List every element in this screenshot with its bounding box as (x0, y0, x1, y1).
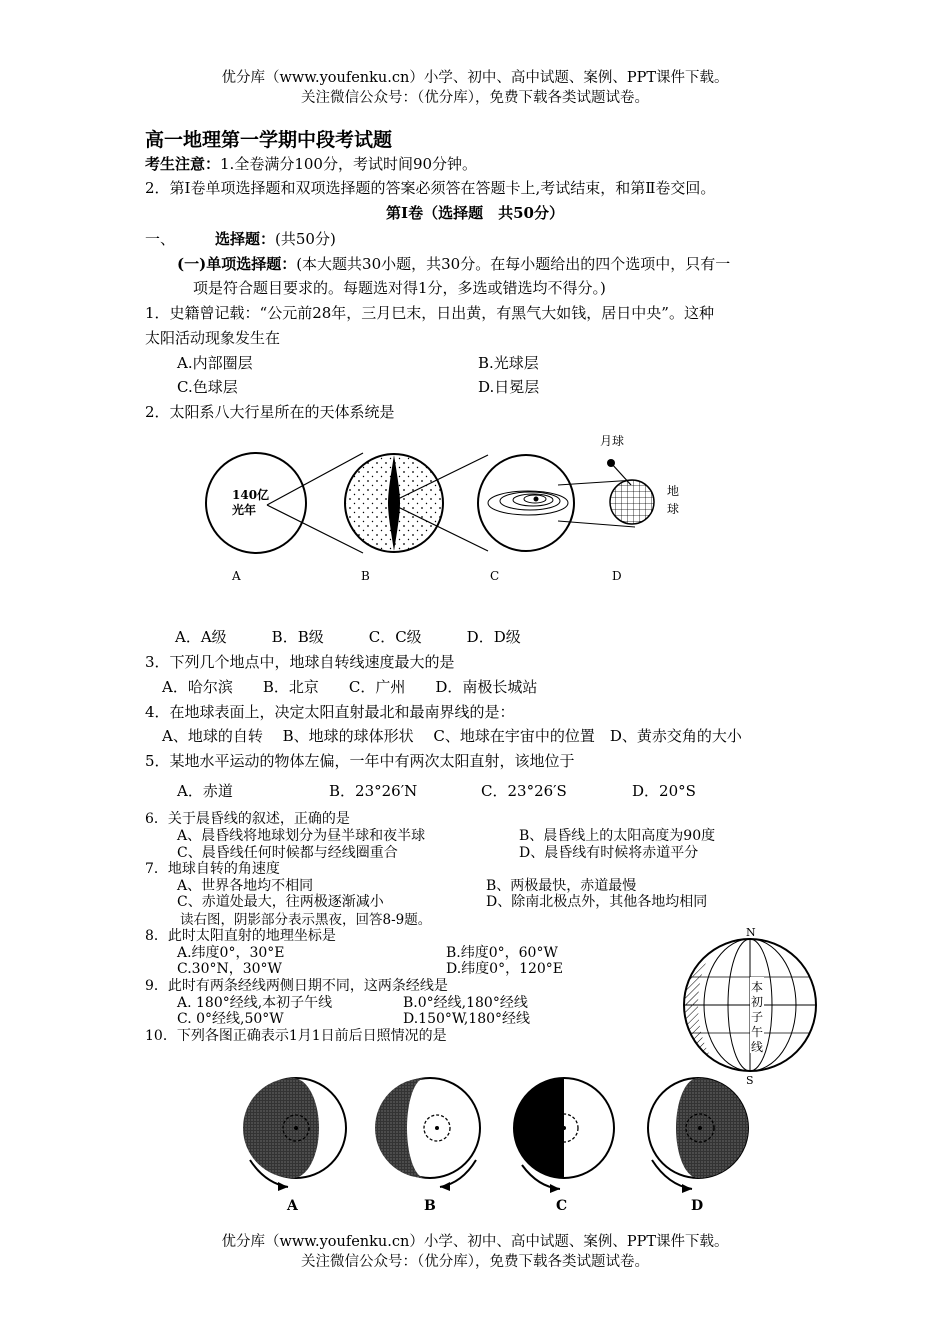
q2-celestial-systems-figure (195, 425, 695, 590)
q7-stem: 7．地球自转的角速度 (145, 861, 280, 877)
globe-north-label: N (746, 926, 756, 939)
q10-stem: 10．下列各图正确表示1月1日前后日照情况的是 (145, 1028, 447, 1044)
sub-desc-1: (本大题共30小题，共30分。在每小题给出的四个选项中，只有一 (296, 255, 731, 273)
part-score: (共50分) (275, 230, 336, 248)
q8-option-c: C.30°N，30°W (177, 961, 282, 977)
q10-label-c: C (556, 1198, 568, 1214)
q6-option-d: D、晨昏线有时候将赤道平分 (519, 845, 699, 861)
fig-earth-label-1: 地 (667, 484, 680, 498)
globe-meridian-char-4: 午 (751, 1025, 764, 1039)
fig-label-d: D (612, 569, 622, 583)
fig-earth-label-2: 球 (667, 502, 680, 516)
fig-moon-dot (607, 459, 615, 467)
q6-option-a: A、晨昏线将地球划分为昼半球和夜半球 (177, 828, 426, 844)
q8-option-d: D.纬度0°，120°E (446, 961, 564, 977)
section-title: 第Ⅰ卷（选择题 共50分） (386, 204, 564, 222)
read-figure-note: 读右图，阴影部分表示黑夜，回答8-9题。 (180, 912, 432, 928)
q7-option-c: C、赤道处最大，往两极逐渐减小 (177, 894, 384, 910)
q9-option-b: B.0°经线,180°经线 (403, 995, 528, 1011)
header-line-1: 优分库（www.youfenku.cn）小学、初中、高中试题、案例、PPT课件下载。 (221, 70, 729, 86)
notice-line-1 (145, 153, 477, 174)
q4-options: A、地球的自转 B、地球的球体形状 C、地球在宇宙中的位置 D、黄赤交角的大小 (162, 727, 742, 745)
fig-label-a: A (232, 569, 241, 583)
globe-meridian-char-3: 子 (751, 1010, 764, 1024)
q1-option-c: C.色球层 (177, 378, 238, 396)
q10-figure-d (648, 1078, 748, 1214)
q7-option-a: A、世界各地均不相同 (177, 878, 314, 894)
notice-line-2: 2．第Ⅰ卷单项选择题和双项选择题的答案必须答在答题卡上,考试结束，和第Ⅱ卷交回。 (145, 179, 716, 197)
q8-option-b: B.纬度0°，60°W (446, 945, 558, 961)
fig-moon-label: 月球 (600, 434, 625, 448)
q3-options: A．哈尔滨 B．北京 C．广州 D．南极长城站 (162, 678, 538, 696)
q5-option-a: A．赤道 (177, 782, 233, 800)
q10-figure-c (514, 1078, 614, 1214)
q10-label-a: A (287, 1198, 298, 1214)
q10-figure-b (375, 1078, 480, 1214)
q9-stem: 9．此时有两条经线两侧日期不同，这两条经线是 (145, 978, 448, 994)
q6-option-c: C、晨昏线任何时候都与经线圈重合 (177, 845, 398, 861)
q7-option-d: D、除南北极点外，其他各地均相同 (486, 894, 708, 910)
q6-stem: 6．关于晨昏线的叙述，正确的是 (145, 811, 350, 827)
q8-stem: 8．此时太阳直射的地理坐标是 (145, 928, 336, 944)
globe-meridian-char-5: 线 (751, 1040, 764, 1054)
q1-option-b: B.光球层 (478, 354, 539, 372)
q1-option-d: D.日冕层 (478, 378, 540, 396)
fig-text-lightyear: 光年 (232, 503, 257, 517)
globe-meridian-char-1: 本 (751, 980, 764, 994)
q6-option-b: B、晨昏线上的太阳高度为90度 (519, 828, 716, 844)
q8-9-globe-figure (670, 925, 830, 1085)
fig-label-c: C (490, 569, 500, 583)
q1-stem-1: 1．史籍曾记载：“公元前28年，三月巳末，日出黄，有黑气大如钱，居日中央”。这种 (145, 304, 714, 322)
fig-text-140: 140亿 (232, 488, 270, 502)
part-label: 选择题： (215, 230, 276, 248)
globe-south-label: S (746, 1074, 754, 1085)
q9-option-c: C. 0°经线,50°W (177, 1011, 284, 1027)
q1-stem-2: 太阳活动现象发生在 (145, 329, 281, 347)
page-title: 高一地理第一学期中段考试题 (145, 129, 393, 151)
fig-earth-globe (610, 480, 654, 524)
q3-stem: 3．下列几个地点中，地球自转线速度最大的是 (145, 653, 455, 671)
q1-option-a: A.内部圈层 (177, 354, 253, 372)
notice-label: 考生注意： (145, 155, 221, 173)
q10-figure-a (243, 1078, 346, 1214)
sub-heading-line-1 (177, 253, 730, 274)
q5-option-c: C．23°26′S (481, 782, 567, 800)
q10-illumination-figures (230, 1065, 770, 1220)
q5-option-d: D．20°S (632, 782, 696, 800)
footer-line-1: 优分库（www.youfenku.cn）小学、初中、高中试题、案例、PPT课件下载。 (221, 1234, 729, 1250)
q9-option-a: A. 180°经线,本初子午线 (177, 995, 333, 1011)
q2-options: A．A级 B．B级 C．C级 D．D级 (175, 628, 521, 646)
q4-stem: 4．在地球表面上，决定太阳直射最北和最南界线的是： (145, 703, 515, 721)
notice-item-1: 1.全卷满分100分，考试时间90分钟。 (220, 155, 478, 173)
part-one-heading (145, 228, 336, 249)
q8-option-a: A.纬度0°，30°E (177, 945, 285, 961)
globe-meridian-char-2: 初 (751, 995, 764, 1009)
q5-option-b: B．23°26′N (329, 782, 418, 800)
fig-label-b: B (361, 569, 370, 583)
sub-label: (一)单项选择题： (177, 255, 297, 273)
q2-stem: 2．太阳系八大行星所在的天体系统是 (145, 403, 395, 421)
q10-label-d: D (691, 1198, 704, 1214)
q9-option-d: D.150°W,180°经线 (403, 1011, 531, 1027)
q5-stem: 5．某地水平运动的物体左偏，一年中有两次太阳直射，该地位于 (145, 752, 575, 770)
footer-line-2: 关注微信公众号：（优分库），免费下载各类试题试卷。 (301, 1254, 649, 1270)
q10-label-b: B (424, 1198, 436, 1214)
q7-option-b: B、两极最快，赤道最慢 (486, 878, 637, 894)
part-number: 一、 (145, 230, 176, 248)
sub-heading-line-2: 项是符合题目要求的。每题选对得1分，多选或错选均不得分。) (193, 279, 606, 297)
header-line-2: 关注微信公众号：（优分库），免费下载各类试题试卷。 (301, 90, 649, 106)
